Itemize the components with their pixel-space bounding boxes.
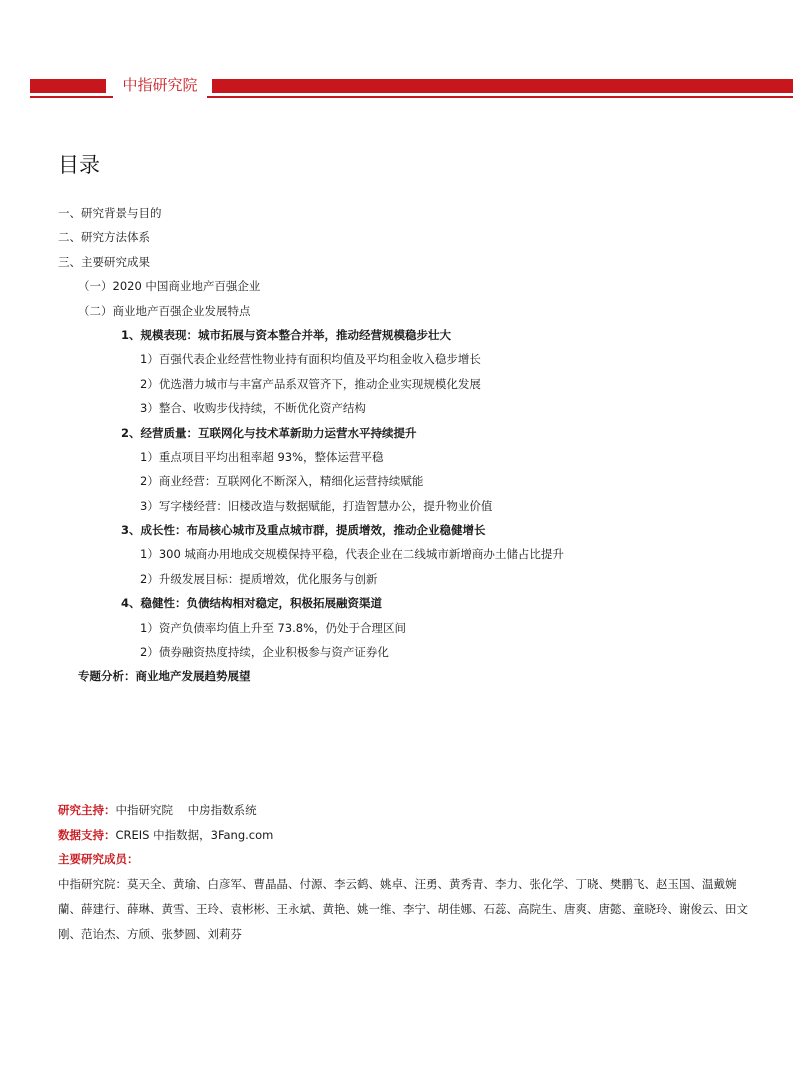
credit-data-label: 数据支持： — [58, 827, 116, 842]
toc-item[interactable] — [0, 494, 793, 518]
page-title: 目录 — [58, 153, 100, 177]
toc-item-number: 1） — [140, 449, 159, 464]
header-brand: 中指研究院 — [113, 72, 207, 98]
header-bar-right — [212, 79, 793, 93]
toc-item-label: 专题分析：商业地产发展趋势展望 — [78, 669, 251, 684]
credits-section — [58, 798, 778, 947]
toc-item-label: 整合、收购步伐持续，不断优化资产结构 — [158, 401, 366, 416]
credit-members-list: 中指研究院：莫天全、黄瑜、白彦军、曹晶晶、付源、李云鹤、姚卓、汪勇、黄秀青、李力、张化学、丁晓、樊鹏飞、赵玉国、温戴婉蘭、薛建行、薛琳、黄雪、王玲、袁彬彬、王永斌、黄艳、姚一维、李宁、胡佳娜、石蕊、高院生、唐爽、唐懿、童晓玲、谢俊云、田文刚、范诒杰、方颀、张梦圆、刘莉芬 — [58, 876, 748, 941]
toc-item-label: 百强代表企业经营性物业持有面积均值及平均租金收入稳步增长 — [158, 352, 481, 367]
toc-item-label: 债券融资热度持续，企业积极参与资产证券化 — [158, 645, 389, 660]
toc-item-label: 成长性：布局核心城市及重点城市群，提质增效，推动企业稳健增长 — [140, 523, 486, 538]
toc-item-number: 3、 — [121, 523, 141, 538]
toc-item-number: 1） — [140, 352, 159, 367]
credit-members-heading — [58, 847, 778, 872]
toc-item[interactable] — [0, 299, 793, 323]
toc-item-label: 研究方法体系 — [81, 230, 150, 245]
toc-item-number: 1） — [140, 620, 159, 635]
credit-host-value: 中指研究院 中房指数系统 — [115, 803, 257, 817]
toc-item-label: 资产负债率均值上升至 73.8%，仍处于合理区间 — [158, 620, 407, 635]
toc-item-number: 二、 — [58, 230, 81, 245]
toc-item[interactable] — [0, 567, 793, 591]
toc-item-number: （一） — [78, 279, 113, 294]
toc-item-label: 重点项目平均出租率超 93%，整体运营平稳 — [158, 449, 384, 464]
toc-item[interactable] — [0, 396, 793, 420]
toc-item-label: 研究背景与目的 — [81, 206, 162, 220]
toc-item-label: 商业地产百强企业发展特点 — [112, 303, 251, 318]
toc-item-number: 3） — [140, 401, 159, 416]
toc-item-label: 升级发展目标：提质增效，优化服务与创新 — [158, 571, 378, 586]
toc-item[interactable] — [0, 640, 793, 664]
toc-item-number: 2） — [140, 571, 159, 586]
toc-item-label: 稳健性：负债结构相对稳定，积极拓展融资渠道 — [140, 596, 383, 611]
credit-data-value: CREIS 中指数据，3Fang.com — [115, 827, 274, 842]
toc-item-label: 经营质量：互联网化与技术革新助力运营水平持续提升 — [140, 425, 417, 440]
toc-item-label: 优选潜力城市与丰富产品系双管齐下，推动企业实现规模化发展 — [158, 376, 481, 391]
toc-item[interactable] — [0, 323, 793, 347]
toc-item-number: 1） — [140, 547, 159, 562]
credit-data — [58, 823, 778, 848]
toc-item-label: 300 城商办用地成交规模保持平稳，代表企业在二线城市新增商办土储占比提升 — [158, 547, 564, 562]
toc-item-number: （二） — [78, 303, 113, 318]
toc-item[interactable] — [0, 616, 793, 640]
toc-item-label: 规模表现：城市拓展与资本整合并举，推动经营规模稳步壮大 — [140, 327, 452, 342]
toc-item-number: 三、 — [58, 254, 81, 269]
toc-item[interactable] — [0, 591, 793, 615]
toc-item-label: 2020 中国商业地产百强企业 — [112, 279, 261, 294]
toc-item[interactable] — [0, 445, 793, 469]
toc-item[interactable] — [0, 201, 793, 225]
toc-item-number: 一、 — [58, 206, 81, 220]
toc-item-number: 2） — [140, 376, 159, 391]
toc-item-number: 1、 — [121, 327, 141, 342]
toc-item-number: 2） — [140, 474, 159, 489]
credit-host-label: 研究主持： — [58, 803, 116, 817]
toc-item[interactable] — [0, 225, 793, 249]
table-of-contents — [0, 201, 793, 689]
toc-item[interactable] — [0, 542, 793, 566]
toc-item-number: 3） — [140, 498, 159, 513]
header-bar-left — [30, 79, 106, 93]
toc-item-label: 主要研究成果 — [81, 254, 150, 269]
toc-item[interactable] — [0, 274, 793, 298]
toc-item[interactable] — [0, 469, 793, 493]
credit-members-label: 主要研究成员： — [58, 852, 139, 866]
toc-item[interactable] — [0, 372, 793, 396]
toc-item-number: 2） — [140, 645, 159, 660]
toc-item-number: 4、 — [121, 596, 141, 611]
toc-item[interactable] — [0, 518, 793, 542]
toc-item-label: 商业经营：互联网化不断深入，精细化运营持续赋能 — [158, 474, 424, 489]
toc-item[interactable] — [0, 421, 793, 445]
toc-item-number: 2、 — [121, 425, 141, 440]
toc-item[interactable] — [0, 347, 793, 371]
toc-item[interactable] — [0, 250, 793, 274]
toc-item-label: 写字楼经营：旧楼改造与数据赋能，打造智慧办公，提升物业价值 — [158, 498, 493, 513]
toc-item[interactable] — [0, 664, 793, 688]
credit-host — [58, 798, 778, 823]
